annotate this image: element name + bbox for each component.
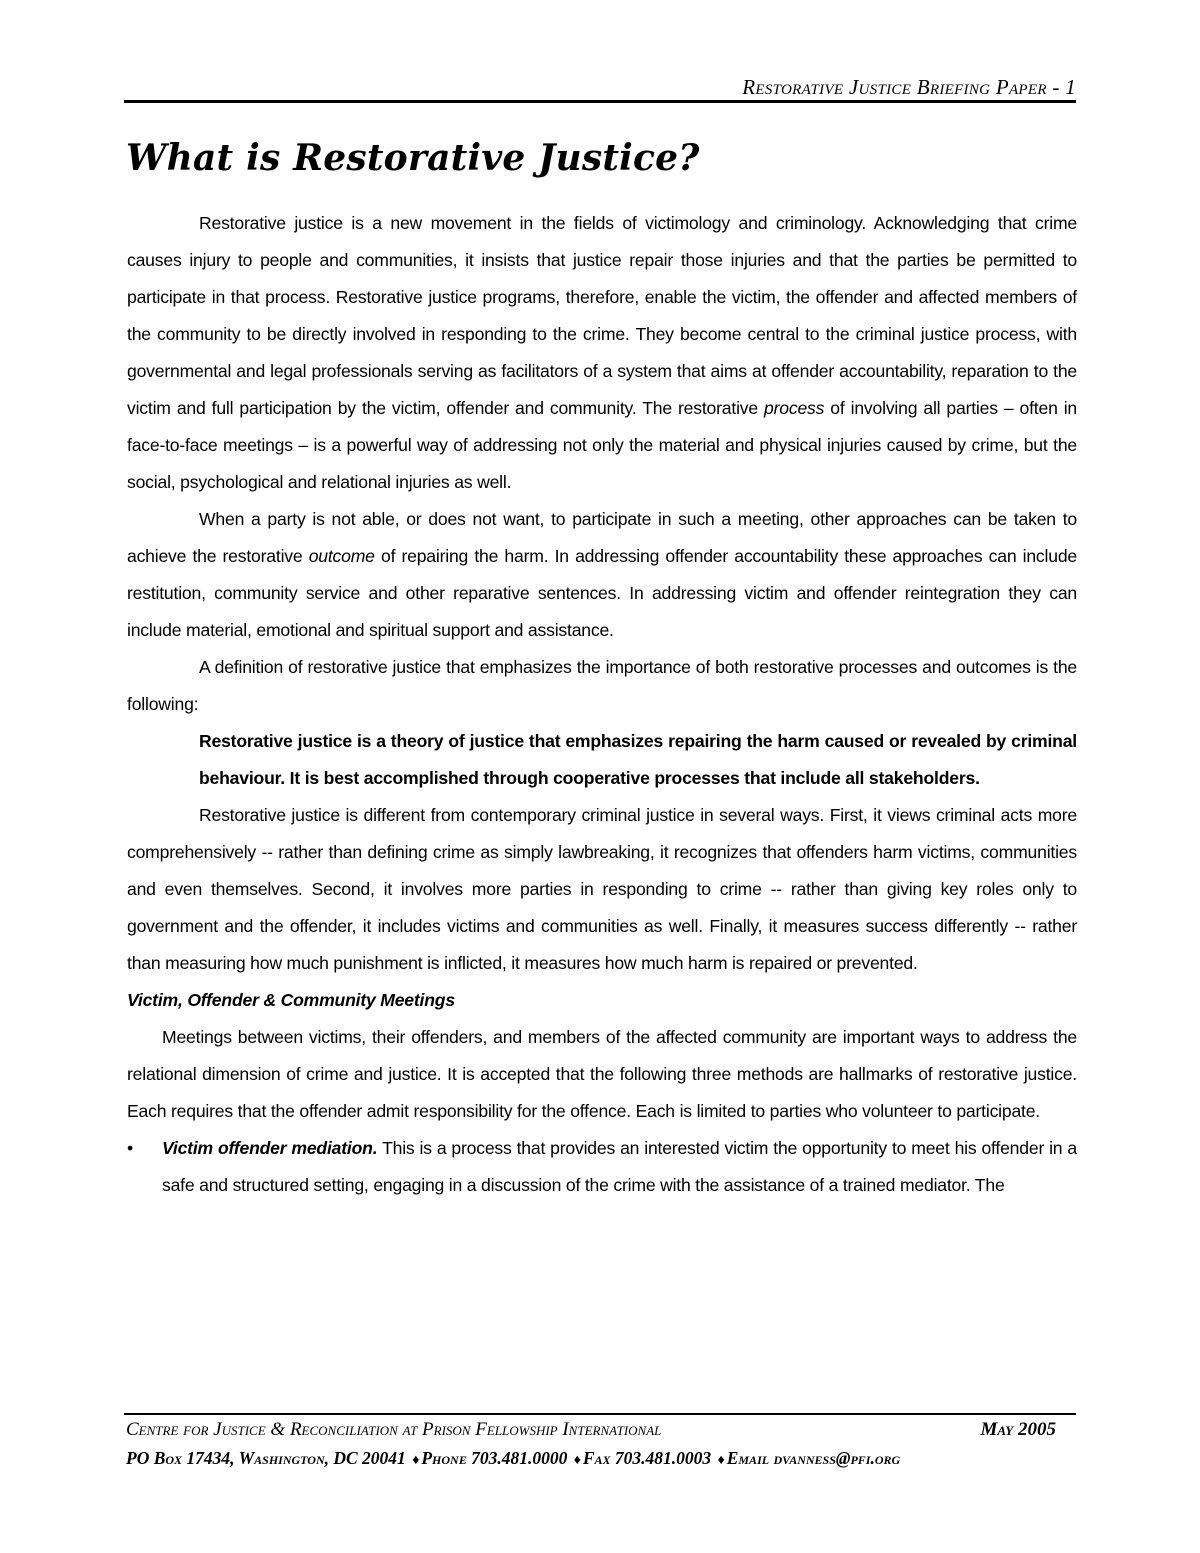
footer-email: Email dvanness@pfi.org bbox=[726, 1448, 901, 1468]
page-title: What is Restorative Justice? bbox=[126, 137, 700, 179]
diamond-separator-icon: ♦ bbox=[717, 1453, 725, 1468]
emphasis-outcome: outcome bbox=[308, 546, 375, 566]
footer-fax: Fax 703.481.0003 bbox=[582, 1448, 712, 1468]
document-body bbox=[127, 205, 1077, 1204]
paragraph-text: of repairing the harm. In addressing offender accountability these approaches can include restitution, community service and other reparative sentences. In addressing victim and offender reintegration they can include material, emotional and spiritual support and assistance. bbox=[127, 546, 1077, 640]
bullet-icon: • bbox=[127, 1138, 133, 1158]
bullet-term: Victim offender mediation. bbox=[162, 1138, 378, 1158]
list-item-victim-offender-mediation bbox=[127, 1130, 1077, 1204]
paragraph-text: Restorative justice is a new movement in the fields of victimology and criminology. Acknowledging that crime causes injury to people and communities, it insists that justice repair those injuries and that the parties be permitted to participate in that process. Restorative justice programs, therefore, enable the victim, the offender and affected members of the community to be directly involved in responding to the crime. They become central to the criminal justice process, with governmental and legal professionals serving as facilitators of a system that aims at offender accountability, reparation to the victim and full participation by the victim, offender and community. The restorative bbox=[127, 213, 1077, 418]
footer-address: PO Box 17434, Washington, DC 20041 bbox=[126, 1448, 406, 1468]
footer-contact-line bbox=[126, 1446, 1078, 1473]
running-header: Restorative Justice Briefing Paper - 1 bbox=[742, 75, 1076, 99]
footer-phone: Phone 703.481.0000 bbox=[421, 1448, 568, 1468]
footer-date: May 2005 bbox=[980, 1419, 1056, 1440]
diamond-separator-icon: ♦ bbox=[412, 1453, 420, 1468]
paragraph-definition-lead: A definition of restorative justice that emphasizes the importance of both restorative processes and outcomes is the following: bbox=[127, 657, 1077, 714]
paragraph-differences: Restorative justice is different from contemporary criminal justice in several ways. First, it views criminal acts more comprehensively -- rather than defining crime as simply lawbreaking, it recognizes that offenders harm victims, communities and even themselves. Second, it involves more parties in responding to crime -- rather than giving key roles only to government and the offender, it includes victims and communities as well. Finally, it measures success differently -- rather than measuring how much punishment is inflicted, it measures how much harm is repaired or prevented. bbox=[127, 805, 1077, 973]
paragraph-text: When a party is not able, or does not want, to participate in such a meeting, other approaches can be taken to achieve the restorative bbox=[127, 509, 1077, 566]
section-heading: Victim, Offender & Community Meetings bbox=[127, 990, 455, 1010]
definition-quote: Restorative justice is a theory of justice that emphasizes repairing the harm caused or revealed by criminal behaviour. It is best accomplished through cooperative processes that include all stakeholders. bbox=[199, 731, 1077, 788]
bullet-text: This is a process that provides an interested victim the opportunity to meet his offender in a safe and structured setting, engaging in a discussion of the crime with the assistance of a trained mediator. The bbox=[162, 1138, 1077, 1195]
paragraph-meetings: Meetings between victims, their offenders, and members of the affected community are important ways to address the relational dimension of crime and justice. It is accepted that the following three methods are hallmarks of restorative justice. Each requires that the offender admit responsibility for the offence. Each is limited to parties who volunteer to participate. bbox=[127, 1027, 1077, 1121]
header-rule bbox=[124, 100, 1076, 103]
paragraph-text: of involving all parties – often in face-to-face meetings – is a powerful way of addressing not only the material and physical injuries caused by crime, but the social, psychological and relational injuries as well. bbox=[127, 398, 1078, 492]
paragraph-alternatives bbox=[127, 501, 1077, 649]
paragraph-intro bbox=[127, 205, 1077, 501]
emphasis-process: process bbox=[764, 398, 825, 418]
footer-org: Centre for Justice & Reconciliation at Prison Fellowship International bbox=[126, 1419, 662, 1440]
footer-rule bbox=[124, 1413, 1076, 1415]
diamond-separator-icon: ♦ bbox=[573, 1453, 581, 1468]
footer-org-line bbox=[126, 1418, 1078, 1442]
